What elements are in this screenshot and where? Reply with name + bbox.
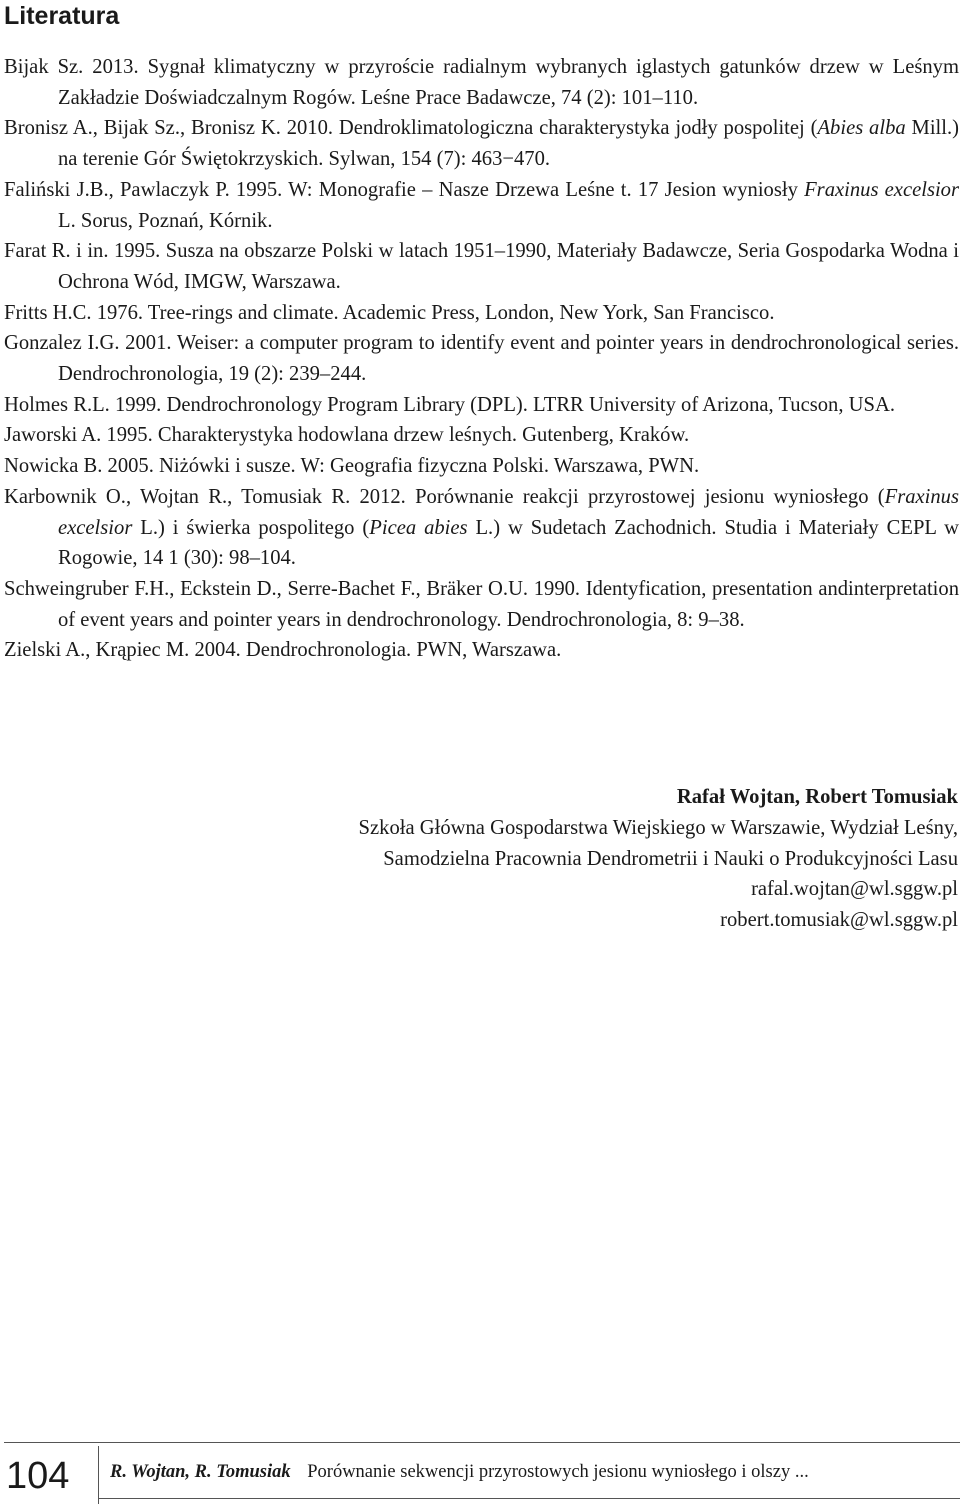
reference-entry — [4, 482, 959, 574]
reference-species-name: Fraxinus excelsior — [804, 178, 959, 201]
reference-text: L. Sorus, Poznań, Kórnik. — [58, 209, 273, 232]
reference-text: L.) w Sudetach Zachodnich. Studia i Materiały CEPL w Rogowie, 14 1 (30): 98–104. — [58, 516, 959, 570]
reference-entry — [4, 298, 959, 329]
reference-text: Holmes R.L. 1999. Dendrochronology Program Library (DPL). LTRR University of Arizona, Tucson, USA. — [4, 393, 895, 416]
reference-text: Fritts H.C. 1976. Tree-rings and climate. Academic Press, London, New York, San Francisco. — [4, 301, 775, 324]
reference-species-name: Abies alba — [817, 117, 906, 140]
affiliation-line: Samodzielna Pracownia Dendrometrii i Nauki o Produkcyjności Lasu — [383, 847, 958, 870]
reference-entry — [4, 175, 959, 236]
reference-text: Faliński J.B., Pawlaczyk P. 1995. W: Monografie – Nasze Drzewa Leśne t. 17 Jesion wyniosły — [4, 178, 805, 201]
reference-text: Nowicka B. 2005. Niżówki i susze. W: Geografia fizyczna Polski. Warszawa, PWN. — [4, 455, 700, 478]
reference-entry — [4, 635, 959, 666]
running-head-authors: R. Wojtan, R. Tomusiak — [110, 1462, 291, 1482]
author-email[interactable]: robert.tomusiak@wl.sggw.pl — [720, 909, 958, 932]
reference-text: Schweingruber F.H., Eckstein D., Serre-Bachet F., Bräker O.U. 1990. Identyfication, presentation andinterpretation of event years and pointer years in dendrochronology. Dendrochronologia, 8: 9–38. — [4, 577, 959, 631]
reference-species-name: Picea abies — [369, 516, 468, 539]
footer-rule — [4, 1442, 960, 1443]
author-block — [359, 782, 958, 936]
running-head — [110, 1459, 809, 1485]
reference-entry — [4, 574, 959, 635]
reference-entry — [4, 451, 959, 482]
footer-bottom-rule — [98, 1498, 960, 1499]
footer-divider — [98, 1446, 99, 1504]
reference-list — [4, 52, 959, 666]
section-title: Literatura — [4, 2, 120, 30]
affiliation-line: Szkoła Główna Gospodarstwa Wiejskiego w Warszawie, Wydział Leśny, — [358, 816, 958, 839]
reference-entry — [4, 236, 959, 297]
reference-text: Gonzalez I.G. 2001. Weiser: a computer program to identify event and pointer years in dendrochronological series. Dendrochronologia, 19 (2): 239–244. — [4, 332, 959, 386]
reference-entry — [4, 420, 959, 451]
reference-text: L.) i świerka pospolitego ( — [132, 516, 370, 539]
reference-text: Zielski A., Krąpiec M. 2004. Dendrochronologia. PWN, Warszawa. — [4, 639, 562, 662]
reference-text: Karbownik O., Wojtan R., Tomusiak R. 2012. Porównanie reakcji przyrostowej jesionu wyniosłego ( — [4, 485, 885, 508]
reference-entry — [4, 328, 959, 389]
reference-text: Mill.) na terenie Gór Świętokrzyskich. Sylwan, 154 (7): 463−470. — [58, 117, 960, 171]
page-number: 104 — [6, 1455, 70, 1497]
reference-text: Jaworski A. 1995. Charakterystyka hodowlana drzew leśnych. Gutenberg, Kraków. — [4, 424, 690, 447]
running-head-title: Porównanie sekwencji przyrostowych jesionu wyniosłego i olszy ... — [307, 1462, 809, 1482]
reference-text: Bijak Sz. 2013. Sygnał klimatyczny w przyroście radialnym wybranych iglastych gatunków drzew w Leśnym Zakładzie Doświadczalnym Rogów. Leśne Prace Badawcze, 74 (2): 101–110. — [4, 56, 959, 109]
reference-entry — [4, 52, 959, 113]
author-names: Rafał Wojtan, Robert Tomusiak — [676, 786, 958, 808]
reference-entry — [4, 113, 959, 174]
author-email[interactable]: rafal.wojtan@wl.sggw.pl — [751, 878, 958, 901]
reference-species-name: Fraxinus excelsior — [58, 485, 959, 539]
reference-text: Bronisz A., Bijak Sz., Bronisz K. 2010. Dendroklimatologiczna charakterystyka jodły pospolitej ( — [4, 117, 818, 140]
reference-entry — [4, 390, 959, 421]
reference-text: Farat R. i in. 1995. Susza na obszarze Polski w latach 1951–1990, Materiały Badawcze, Seria Gospodarka Wodna i Ochrona Wód, IMGW, Warszawa. — [4, 240, 959, 293]
